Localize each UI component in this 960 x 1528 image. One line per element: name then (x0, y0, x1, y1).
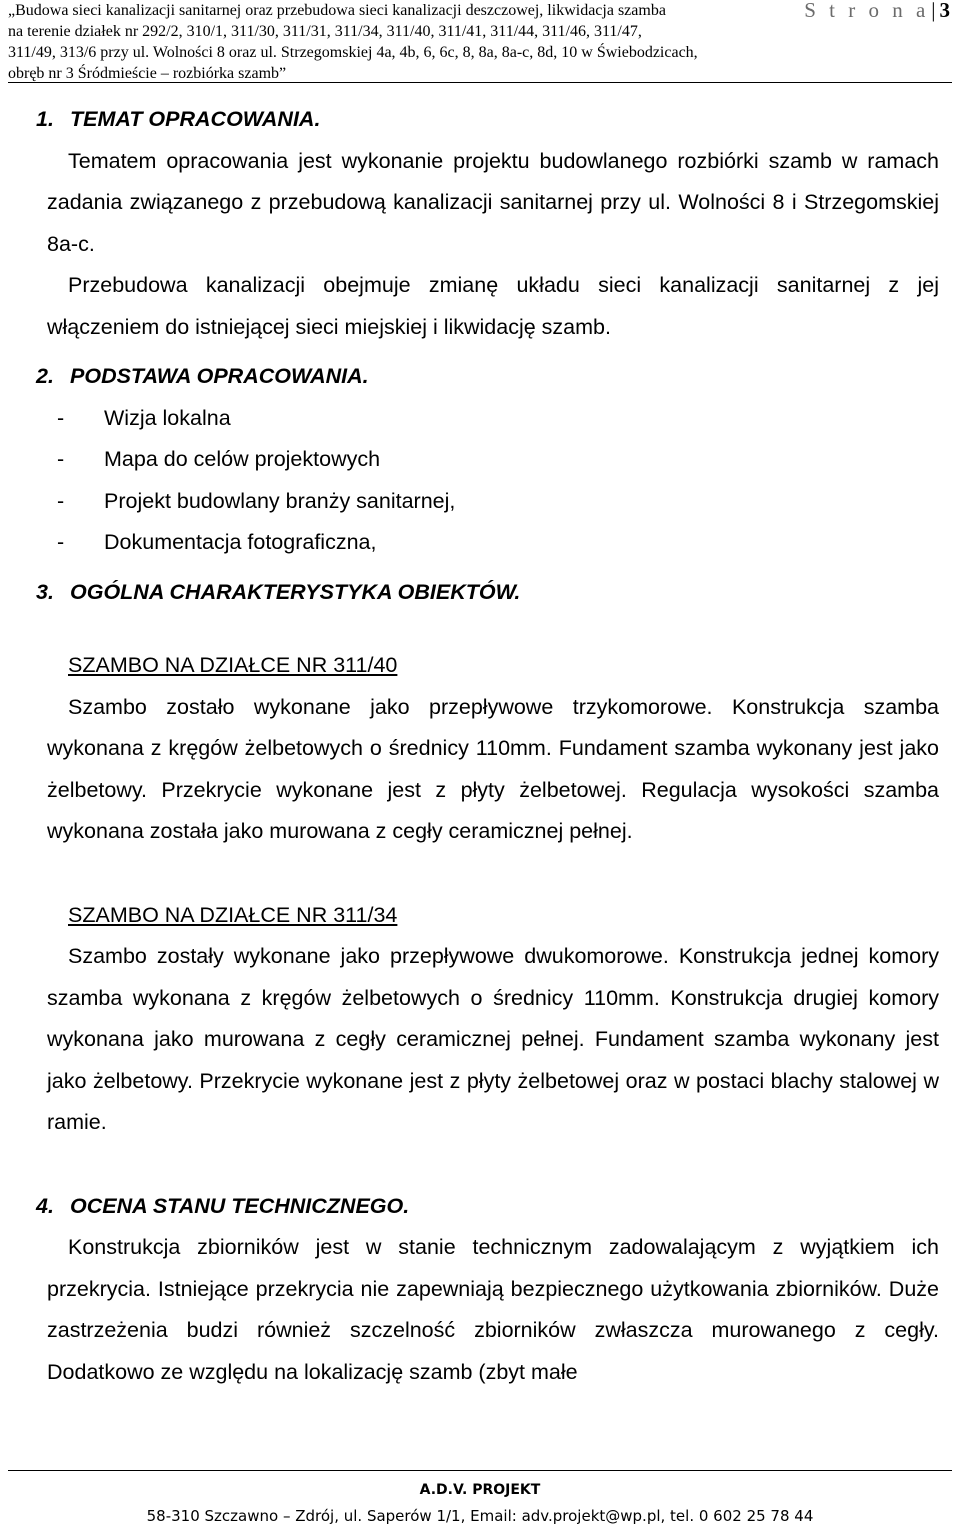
header-line: obręb nr 3 Śródmieście – rozbiórka szamb” (8, 65, 287, 82)
header-line: „Budowa sieci kanalizacji sanitarnej oraz przebudowa sieci kanalizacji deszczowej, likwidacja szamba (8, 2, 666, 19)
company-address: 58-310 Szczawno – Zdrój, ul. Saperów 1/1, Email: adv.projekt@wp.pl, tel. 0 602 25 78 44 (146, 1507, 814, 1525)
section-title: OGÓLNA CHARAKTERYSTYKA OBIEKTÓW. (70, 579, 521, 604)
section-title: PODSTAWA OPRACOWANIA. (70, 364, 369, 388)
sources-list (47, 398, 939, 564)
list-item: - Projekt budowlany branży sanitarnej, (47, 481, 939, 523)
page-footer (8, 1470, 952, 1528)
list-item: - Wizja lokalna (47, 398, 939, 440)
section-number: 1. (36, 107, 54, 131)
section-heading-1 (36, 99, 939, 141)
subsection-text-311-40: Szambo zostało wykonane jako przepływowe trzykomorowe. Konstrukcja szamba wykonana z kręgów żelbetowych o średnicy 110mm. Fundament szamba wykonany jest jako żelbetowy. Przekrycie wykonane jest z płyty żelbetowej. Regulacja wysokości szamba wykonana została jako murowana z cegły ceramicznej pełnej. (47, 694, 939, 843)
section-number: 2. (36, 364, 54, 388)
subsection-text-311-34: Szambo zostały wykonane jako przepływowe dwukomorowe. Konstrukcja jednej komory szamba wykonana z kręgów żelbetowych o średnicy 110mm. Konstrukcja drugiej komory wykonana jako murowana z cegły ceramicznej pełnej. Fundament szamba wykonany jest jako żelbetowy. Przekrycie wykonane jest z płyty żelbetowej oraz w postaci blachy stalowej w ramie. (47, 944, 939, 1134)
section-heading-3 (36, 572, 939, 614)
subsection-title-311-34: SZAMBO NA DZIAŁCE NR 311/34 (68, 902, 398, 927)
page-word: S t r o n a (804, 0, 930, 22)
section-title: OCENA STANU TECHNICZNEGO. (70, 1193, 410, 1218)
page-separator: | (931, 0, 936, 22)
section-1-paragraph-1: Tematem opracowania jest wykonanie projektu budowlanego rozbiórki szamb w ramach zadania związanego z przebudową kanalizacji sanitarnej przy ul. Wolności 8 i Strzegomskiej 8a-c. (47, 148, 939, 256)
section-heading-4 (36, 1186, 939, 1228)
document-title (8, 0, 808, 84)
section-number: 3. (36, 579, 54, 604)
subsection-title-311-40: SZAMBO NA DZIAŁCE NR 311/40 (68, 653, 398, 677)
page-number: 3 (939, 0, 950, 22)
page-number-label (804, 0, 950, 23)
section-heading-2 (36, 356, 939, 398)
header-line: na terenie działek nr 292/2, 310/1, 311/30, 311/31, 311/34, 311/40, 311/41, 311/44, 311/46, 311/47, (8, 23, 642, 40)
section-4-paragraph: Konstrukcja zbiorników jest w stanie technicznym zadowalającym z wyjątkiem ich przekrycia. Istniejące przekrycia nie zapewniają bezpiecznego użytkowania zbiorników. Duże zastrzeżenia budzi również szczelność zbiorników zwłaszcza murowanego z cegły. Dodatkowo ze względu na lokalizację szamb (zbyt małe (47, 1235, 939, 1384)
page-header (8, 0, 952, 83)
section-number: 4. (36, 1193, 54, 1218)
list-item: - Mapa do celów projektowych (47, 439, 939, 481)
header-line: 311/49, 313/6 przy ul. Wolności 8 oraz ul. Strzegomskiej 4a, 4b, 6, 6c, 8, 8a, 8a-c, 8d, 10 w Świebodzicach, (8, 44, 698, 61)
document-body (36, 99, 939, 1393)
company-name: A.D.V. PROJEKT (419, 1482, 541, 1498)
section-1-paragraph-2: Przebudowa kanalizacji obejmuje zmianę układu sieci kanalizacji sanitarnej z jej włączeniem do istniejącej sieci miejskiej i likwidację szamb. (47, 273, 939, 339)
list-item: - Dokumentacja fotograficzna, (47, 522, 939, 564)
section-title: TEMAT OPRACOWANIA. (70, 107, 321, 131)
